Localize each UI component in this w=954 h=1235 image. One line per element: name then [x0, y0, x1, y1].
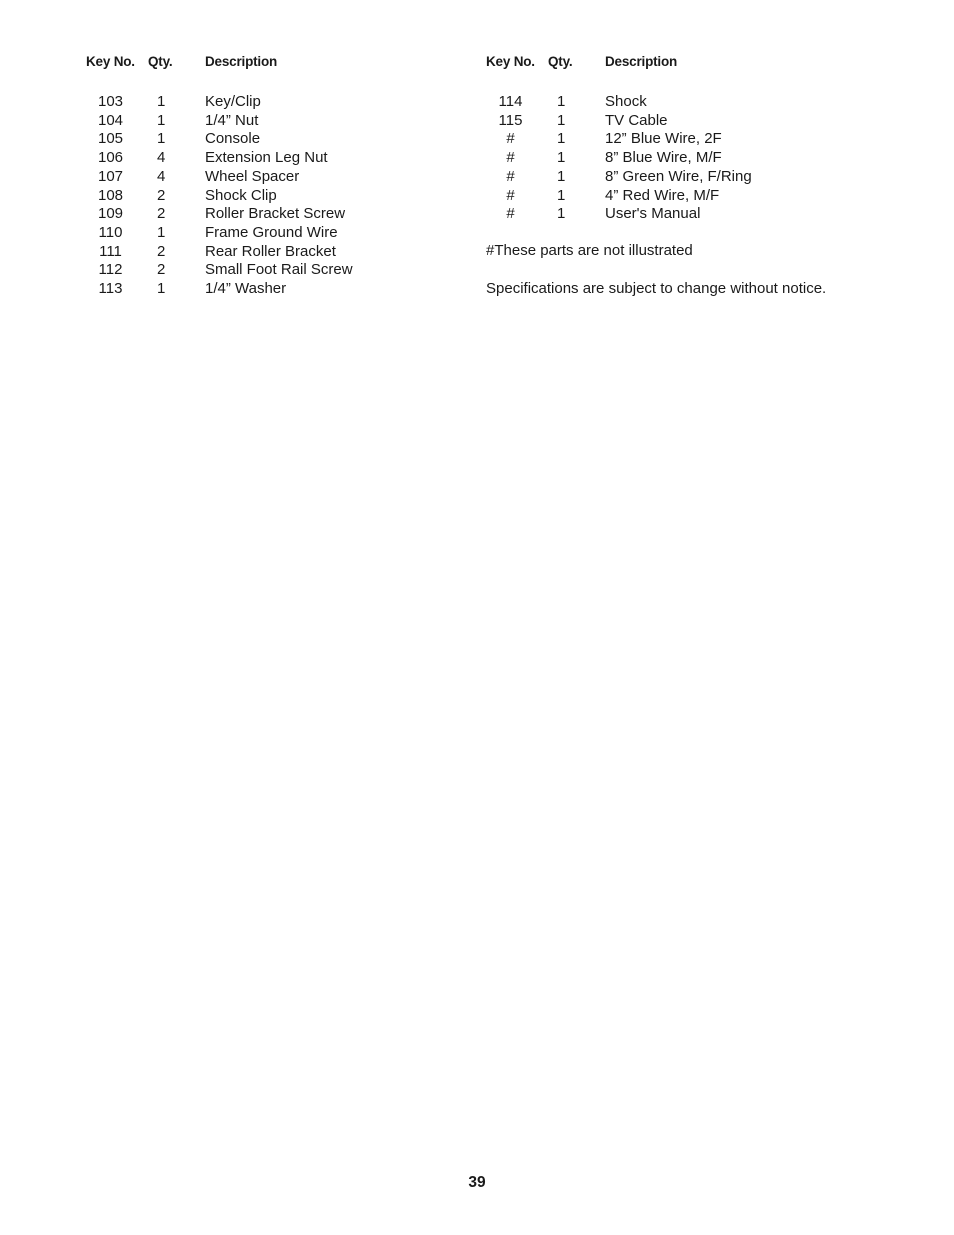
table-row [86, 280, 353, 299]
parts-header-row [486, 53, 752, 75]
part-description: Extension Leg Nut [205, 149, 328, 167]
part-description: Wheel Spacer [205, 167, 300, 185]
table-row [86, 130, 353, 149]
qty-header: Qty. [548, 54, 573, 69]
part-qty: 2 [157, 242, 166, 260]
part-description: Key/Clip [205, 93, 261, 110]
part-key-no: 103 [97, 93, 124, 110]
specifications-note: Specifications are subject to change without notice. [486, 280, 827, 297]
part-key-no: 105 [97, 130, 124, 148]
part-key-no: # [506, 205, 515, 223]
table-row [86, 224, 353, 243]
table-row [486, 93, 752, 112]
part-key-no: 106 [97, 149, 124, 167]
part-key-no: 112 [98, 261, 123, 279]
spacer-row [486, 75, 752, 93]
part-qty: 1 [157, 93, 166, 110]
description-header: Description [205, 54, 278, 69]
table-row [86, 205, 353, 224]
part-description: User's Manual [605, 205, 701, 223]
part-qty: 2 [157, 186, 166, 204]
part-qty: 1 [557, 186, 566, 204]
part-qty: 4 [157, 149, 166, 167]
spacer-row [86, 75, 353, 93]
parts-list-left [86, 53, 353, 299]
part-description: 12” Blue Wire, 2F [605, 130, 722, 148]
table-row [486, 130, 752, 149]
part-key-no: 111 [99, 242, 122, 260]
part-key-no: 108 [97, 186, 124, 204]
part-description: Rear Roller Bracket [205, 242, 336, 260]
table-row [486, 205, 752, 224]
part-qty: 4 [157, 167, 166, 185]
part-qty: 1 [157, 111, 166, 129]
part-description: Shock Clip [205, 186, 277, 204]
left-parts-body [86, 75, 353, 299]
table-row [486, 168, 752, 187]
part-key-no: # [506, 167, 515, 185]
part-qty: 1 [557, 93, 566, 110]
not-illustrated-note: #These parts are not illustrated [486, 242, 693, 259]
table-row [486, 112, 752, 131]
table-row [486, 187, 752, 206]
part-description: Roller Bracket Screw [205, 205, 346, 223]
part-key-no: 109 [97, 205, 124, 223]
part-key-no: 115 [498, 111, 523, 129]
part-description: Shock [605, 93, 647, 110]
part-qty: 1 [557, 205, 566, 223]
part-description: 8” Green Wire, F/Ring [605, 167, 752, 185]
table-row [486, 149, 752, 168]
part-qty: 1 [157, 280, 166, 298]
table-row [86, 243, 353, 262]
part-qty: 1 [557, 167, 566, 185]
page-number: 39 [468, 1174, 486, 1191]
part-description: Console [205, 130, 261, 148]
part-key-no: # [506, 186, 515, 204]
parts-header-row [86, 53, 353, 75]
part-key-no: 114 [498, 93, 523, 110]
table-row [86, 168, 353, 187]
part-qty: 1 [557, 111, 566, 129]
table-row [86, 187, 353, 206]
part-description: 8” Blue Wire, M/F [605, 149, 722, 167]
key-no-header: Key No. [86, 54, 135, 69]
part-qty: 1 [557, 149, 566, 167]
table-row [86, 112, 353, 131]
part-qty: 1 [557, 130, 566, 148]
part-qty: 1 [157, 223, 166, 241]
part-description: Frame Ground Wire [205, 223, 338, 241]
part-qty: 2 [157, 261, 166, 279]
table-row [86, 93, 353, 112]
part-description: Small Foot Rail Screw [205, 261, 353, 279]
qty-header: Qty. [148, 54, 173, 69]
table-row [86, 149, 353, 168]
parts-list-right [486, 53, 752, 224]
part-description: 4” Red Wire, M/F [605, 186, 720, 204]
part-key-no: 113 [98, 280, 123, 298]
part-description: TV Cable [605, 111, 668, 129]
part-description: 1/4” Washer [205, 280, 287, 298]
part-key-no: 107 [97, 167, 124, 185]
part-qty: 2 [157, 205, 166, 223]
part-description: 1/4” Nut [205, 111, 259, 129]
part-key-no: # [506, 130, 515, 148]
table-row [86, 261, 353, 280]
right-parts-body [486, 75, 752, 224]
part-key-no: 110 [98, 223, 123, 241]
part-key-no: 104 [97, 111, 124, 129]
part-qty: 1 [157, 130, 166, 148]
part-key-no: # [506, 149, 515, 167]
description-header: Description [605, 54, 678, 69]
key-no-header: Key No. [486, 54, 535, 69]
